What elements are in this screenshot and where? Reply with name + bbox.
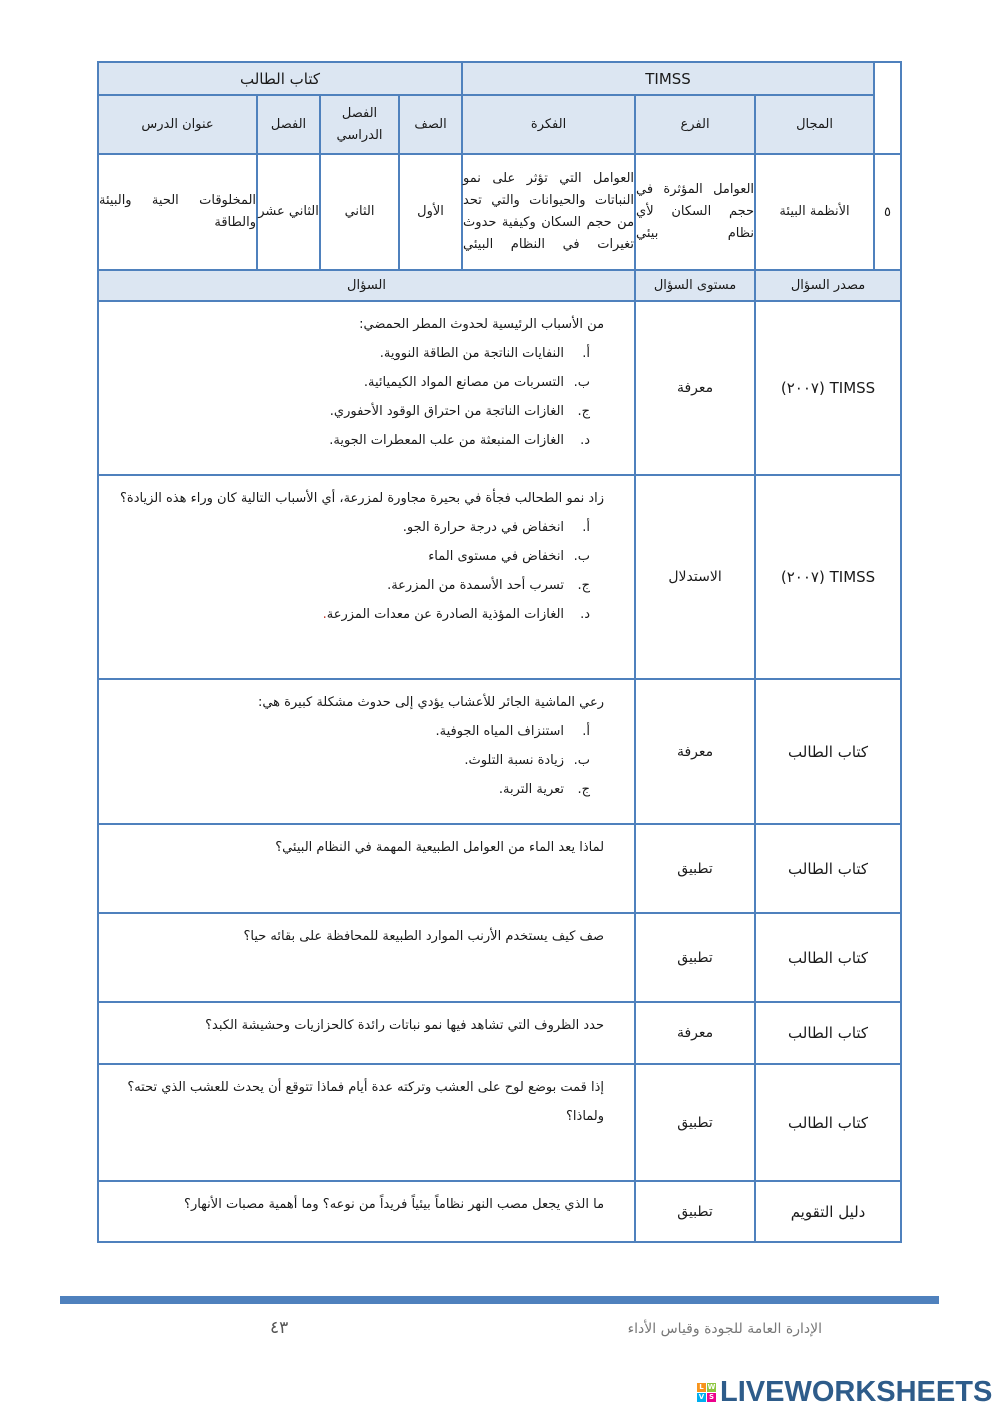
liveworksheets-logo-icon (697, 1383, 716, 1402)
header-number-cell (874, 62, 901, 154)
option-text: النفايات الناتجة من الطاقة النووية. (379, 346, 565, 361)
row-number: ٥ (874, 154, 901, 270)
option-item (103, 542, 590, 571)
option-mark: ب. (573, 375, 591, 390)
header-question: السؤال (98, 270, 635, 301)
question-level: معرفة (635, 679, 755, 824)
option-mark: ج. (577, 578, 591, 593)
question-text: رعي الماشية الجائر للأعشاب يؤدي إلى حدوث مشكلة كبيرة هي: (257, 695, 605, 710)
question-source: كتاب الطالب (755, 1064, 901, 1181)
question-level: معرفة (635, 301, 755, 475)
footer-org: الإدارة العامة للجودة وقياس الأداء (627, 1321, 822, 1337)
question-level: تطبيق (635, 1181, 755, 1242)
red-dot: . (322, 607, 327, 622)
option-item (103, 368, 590, 397)
options-list (103, 339, 604, 455)
question-source: TIMSS (٢٠٠٧) (755, 301, 901, 475)
question-cell (98, 824, 635, 913)
option-text: استنزاف المياه الجوفية. (435, 724, 565, 739)
footer-bar (60, 1296, 939, 1304)
option-text: انخفاض في مستوى الماء (428, 549, 565, 564)
option-text: التسربات من مصانع المواد الكيميائية. (363, 375, 565, 390)
option-text: الغازات المنبعثة من علب المعطرات الجوية. (329, 433, 565, 448)
option-text: تسرب أحد الأسمدة من المزرعة. (387, 578, 565, 593)
option-item (103, 397, 590, 426)
option-mark: ب. (573, 753, 591, 768)
semester-value: الثاني (320, 154, 399, 270)
question-level: معرفة (635, 1002, 755, 1064)
logo-tile: V (698, 1393, 705, 1401)
table-row (98, 1002, 901, 1064)
question-text: صف كيف يستخدم الأرنب الموارد الطبيعة للمحافظة على بقائه حيا؟ (243, 929, 605, 944)
header-question-level: مستوى السؤال (635, 270, 755, 301)
header-grade: الصف (399, 95, 462, 154)
option-item (103, 513, 590, 542)
logo-tile: L (697, 1383, 706, 1392)
lesson-table (97, 61, 902, 1243)
option-text: الغازات المؤذية الصادرة عن معدات المزرعة (326, 607, 565, 622)
question-text: زاد نمو الطحالب فجأة في بحيرة مجاورة لمزرعة، أي الأسباب التالية كان وراء هذه الزيادة؟ (120, 491, 605, 506)
question-text: ما الذي يجعل مصب النهر نظاماً بيئياً فريداً من نوعه؟ وما أهمية مصبات الأنهار؟ (184, 1197, 605, 1212)
idea-value: العوامل التي تؤثر على نمو النباتات والحيوانات والتي تحد من حجم السكان وكيفية حدوث تغيرات في النظام البيئي (462, 154, 635, 270)
option-item (103, 426, 590, 455)
header-idea: الفكرة (462, 95, 635, 154)
option-item (103, 746, 590, 775)
question-text: لماذا يعد الماء من العوامل الطبيعية المهمة في النظام البيئي؟ (275, 840, 605, 855)
question-text: حدد الظروف التي تشاهد فيها نمو نباتات رائدة كالحزازيات وحشيشة الكبد؟ (205, 1018, 605, 1033)
option-text: الغازات الناتجة من احتراق الوقود الأحفوري. (329, 404, 565, 419)
liveworksheets-brand[interactable] (697, 1376, 992, 1409)
question-cell (98, 1181, 635, 1242)
option-item (103, 571, 590, 600)
logo-tile: W (707, 1383, 716, 1391)
question-source: كتاب الطالب (755, 679, 901, 824)
question-cell (98, 475, 635, 679)
option-item (103, 600, 590, 629)
table-row (98, 1064, 901, 1181)
option-text: تعرية التربة. (498, 782, 565, 797)
header-timss: TIMSS (462, 62, 874, 95)
option-mark: ب. (573, 549, 591, 564)
question-cell (98, 679, 635, 824)
question-text: إذا قمت بوضع لوح على العشب وتركته عدة أيام فماذا تتوقع أن يحدث للعشب الذي تحته؟ ولماذا؟ (127, 1080, 605, 1124)
option-mark: ج. (577, 404, 591, 419)
options-list (103, 513, 604, 629)
option-mark: أ. (582, 520, 591, 535)
question-source: كتاب الطالب (755, 1002, 901, 1064)
liveworksheets-wordmark: LIVEWORKSHEETS (720, 1376, 993, 1408)
option-mark: أ. (582, 346, 591, 361)
domain-value: الأنظمة البيئة (755, 154, 874, 270)
question-cell (98, 301, 635, 475)
question-level: الاستدلال (635, 475, 755, 679)
option-text: زيادة نسبة التلوث. (464, 753, 565, 768)
table-row (98, 913, 901, 1002)
option-item (103, 717, 590, 746)
question-cell (98, 913, 635, 1002)
options-list (103, 717, 604, 804)
table-row (98, 824, 901, 913)
branch-value: العوامل المؤثرة في حجم السكان لأي نظام بيئي (635, 154, 755, 270)
question-cell (98, 1064, 635, 1181)
question-level: تطبيق (635, 824, 755, 913)
question-source: كتاب الطالب (755, 913, 901, 1002)
option-mark: ج. (577, 782, 591, 797)
question-source: كتاب الطالب (755, 824, 901, 913)
table-row (98, 475, 901, 679)
header-branch: الفرع (635, 95, 755, 154)
question-source: دليل التقويم (755, 1181, 901, 1242)
question-source: TIMSS (٢٠٠٧) (755, 475, 901, 679)
option-mark: أ. (582, 724, 591, 739)
header-lesson-title: عنوان الدرس (98, 95, 257, 154)
question-level: تطبيق (635, 1064, 755, 1181)
header-semester: الفصل الدراسي (320, 95, 399, 154)
option-mark: د. (580, 607, 591, 622)
chapter-value: الثاني عشر (257, 154, 320, 270)
header-chapter: الفصل (257, 95, 320, 154)
table-row (98, 679, 901, 824)
table-row (98, 301, 901, 475)
page-number: ٤٣ (270, 1318, 289, 1338)
header-domain: المجال (755, 95, 874, 154)
question-level: تطبيق (635, 913, 755, 1002)
option-item (103, 775, 590, 804)
question-text: من الأسباب الرئيسية لحدوث المطر الحمضي: (359, 317, 605, 332)
option-mark: د. (580, 433, 591, 448)
option-item (103, 339, 590, 368)
question-cell (98, 1002, 635, 1064)
logo-tile: S (708, 1393, 715, 1401)
lesson-title-value: المخلوقات الحية والبيئة والطاقة (98, 154, 257, 270)
table-row (98, 1181, 901, 1242)
header-student-book: كتاب الطالب (98, 62, 462, 95)
header-question-source: مصدر السؤال (755, 270, 901, 301)
grade-value: الأول (399, 154, 462, 270)
option-text: انخفاض في درجة حرارة الجو. (402, 520, 565, 535)
